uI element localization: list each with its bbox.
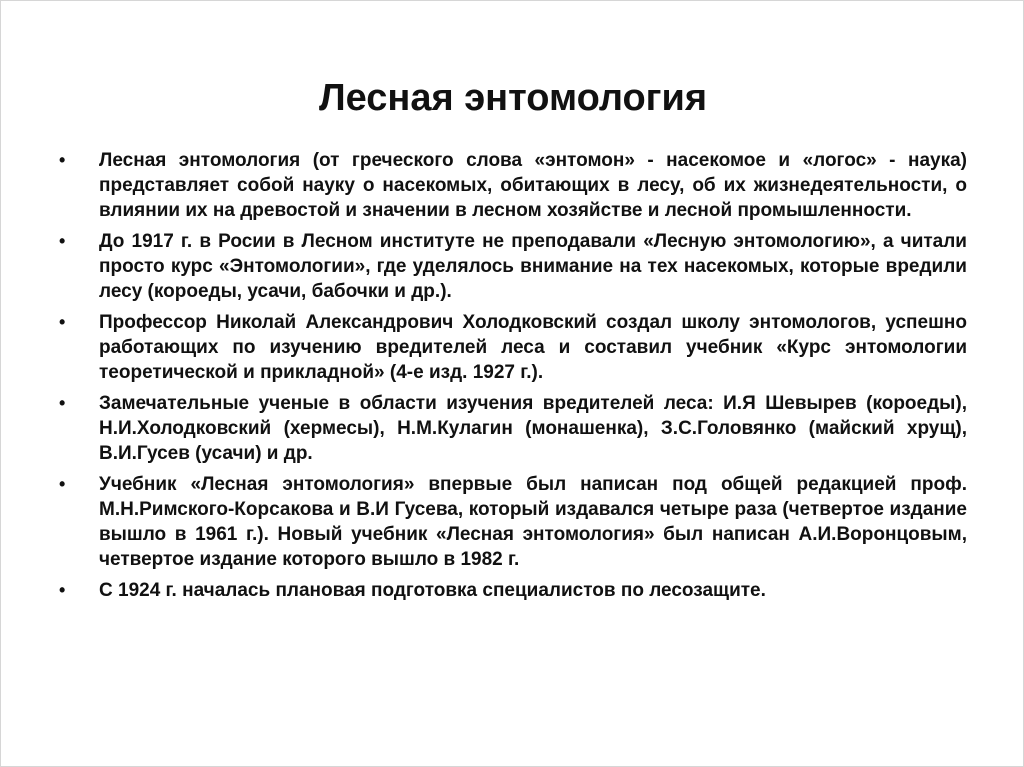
- list-item-text: Учебник «Лесная энтомология» впервые был написан под общей редакцией проф. М.Н.Римского-Корсакова и В.И Гусева, который издавался четыре раза (четвертое издание вышло в 1961 г.). Новый учебник «Лесная энтомология» был написан А.И.Воронцовым, четвертое издание которого вышло в 1982 г.: [99, 474, 967, 570]
- list-item: [55, 472, 967, 572]
- list-item-text: С 1924 г. началась плановая подготовка специалистов по лесозащите.: [99, 580, 766, 601]
- slide-title: Лесная энтомология: [318, 77, 708, 119]
- list-item-text: Замечательные ученые в области изучения вредителей леса: И.Я Шевырев (короеды), Н.И.Холодковский (хермесы), Н.М.Кулагин (монашенка), З.С.Головянко (майский хрущ), В.И.Гусев (усачи) и др.: [99, 393, 967, 464]
- bullet-icon: •: [59, 231, 66, 251]
- list-item-text: Лесная энтомология (от греческого слова «энтомон» - насекомое и «логос» - наука) представляет собой науку о насекомых, обитающих в лесу, об их жизнедеятельности, о влиянии их на древостой и значении в лесном хозяйстве и лесной промышленности.: [99, 150, 967, 221]
- bullet-list: [55, 148, 967, 609]
- list-item: [55, 229, 967, 304]
- list-item-text: До 1917 г. в Росии в Лесном институте не преподавали «Лесную энтомологию», а читали просто курс «Энтомологии», где уделялось внимание на тех насекомых, которые вредили лесу (короеды, усачи, бабочки и др.).: [99, 231, 967, 302]
- list-item: [55, 310, 967, 385]
- list-item: [55, 391, 967, 466]
- bullet-icon: •: [59, 474, 66, 494]
- bullet-icon: •: [59, 312, 66, 332]
- bullet-icon: •: [59, 393, 66, 413]
- bullet-icon: •: [59, 150, 66, 170]
- list-item: [55, 148, 967, 223]
- list-item: [55, 578, 967, 603]
- list-item-text: Профессор Николай Александрович Холодковский создал школу энтомологов, успешно работающих по изучению вредителей леса и составил учебник «Курс энтомологии теоретической и прикладной» (4-е изд. 1927 г.).: [99, 312, 967, 383]
- bullet-icon: •: [59, 580, 66, 600]
